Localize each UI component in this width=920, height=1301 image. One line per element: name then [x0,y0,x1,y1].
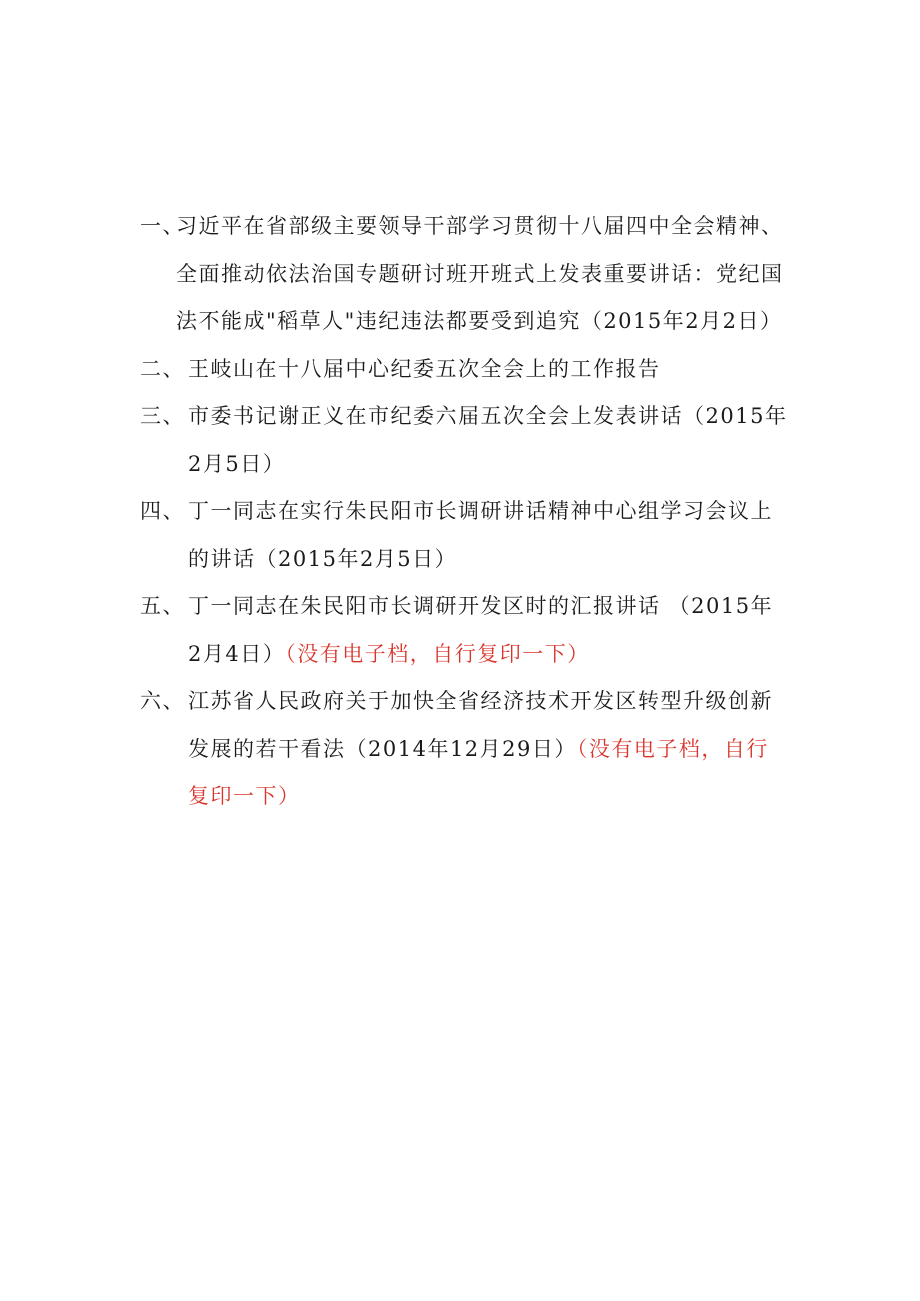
list-item-title: 王岐山在十八届中心纪委五次全会上的工作报告 [188,356,661,381]
list-item-title: 丁一同志在实行朱民阳市长调研讲话精神中心组学习会议上的讲话（2015年2月5日） [188,499,773,571]
list-item-number: 一、 [140,214,185,238]
list-item-number: 三、 [140,404,185,428]
list-item [140,203,790,346]
list-item-number: 五、 [140,594,185,618]
list-item [140,393,790,488]
list-item-title: 市委书记谢正义在市纪委六届五次全会上发表讲话（2015年2月5日） [188,404,788,476]
list-item [140,346,790,394]
list-item-title: 习近平在省部级主要领导干部学习贯彻十八届四中全会精神、全面推动依法治国专题研讨班开班式上发表重要讲话：党纪国法不能成"稻草人"违纪违法都要受到追究（2015年2月2日） [176,214,784,333]
list-item-text [188,393,790,488]
list-item-text [188,678,790,821]
list-item-note: （没有电子档，自行复印一下） [285,641,590,666]
list-item-note: （没有电子档，自行复印一下） [188,736,769,808]
list-item-number: 二、 [140,356,185,381]
list-item-title: 江苏省人民政府关于加快全省经济技术开发区转型升级创新发展的若干看法（2014年12月29日） [188,689,773,761]
list-item-title: 丁一同志在朱民阳市长调研开发区时的汇报讲话 （2015年2月4日） [188,594,774,666]
list-item-number: 六、 [140,689,185,713]
list-item [140,583,790,678]
list-item-number: 四、 [140,499,185,523]
list-item-text [188,583,790,678]
list-item-text [188,346,790,394]
list-item [140,678,790,821]
list-item-text [188,488,790,583]
list-item [140,488,790,583]
document-list [140,203,790,821]
list-item-text [176,203,790,346]
